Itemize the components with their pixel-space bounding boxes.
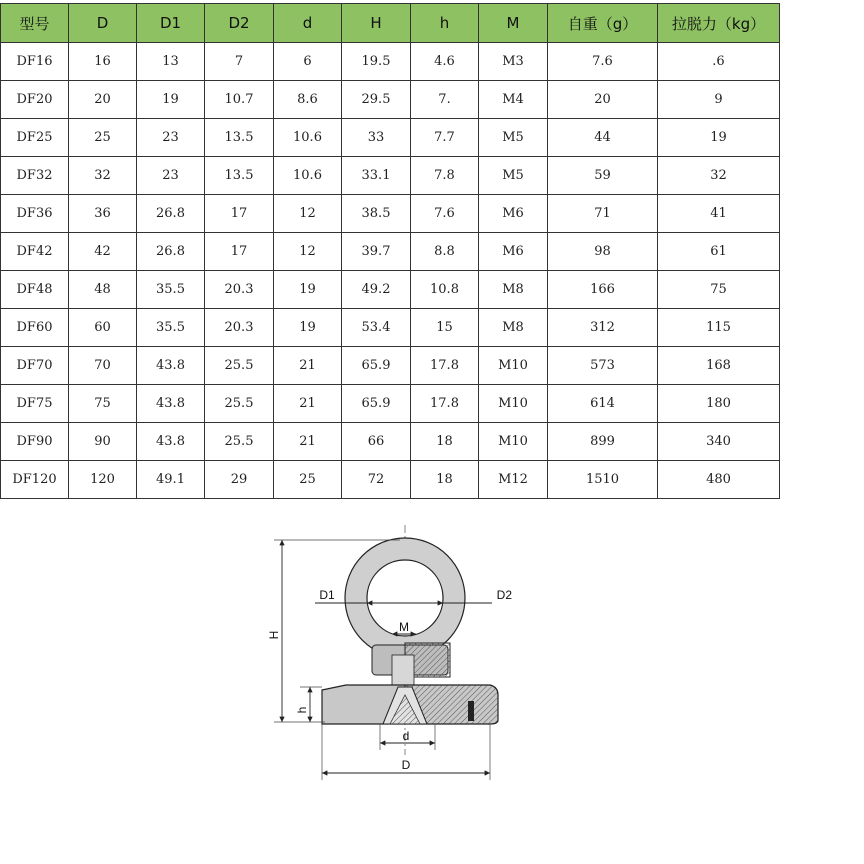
table-cell: 21	[274, 347, 342, 385]
label-h: h	[295, 706, 309, 714]
model-cell: DF70	[1, 347, 69, 385]
table-cell: 4.6	[411, 43, 479, 81]
column-header: D2	[205, 4, 274, 43]
table-cell: 13.5	[205, 157, 274, 195]
table-cell: M8	[479, 309, 548, 347]
spec-table	[0, 3, 780, 499]
table-cell: 61	[658, 233, 780, 271]
table-cell: 33	[342, 119, 411, 157]
table-cell: M3	[479, 43, 548, 81]
table-cell: 36	[69, 195, 137, 233]
table-cell: 13	[137, 43, 205, 81]
table-cell: 35.5	[137, 271, 205, 309]
table-cell: 168	[658, 347, 780, 385]
table-cell: 23	[137, 119, 205, 157]
table-cell: 44	[548, 119, 658, 157]
eye-ring	[345, 538, 465, 658]
table-cell: 17.8	[411, 385, 479, 423]
table-row	[1, 461, 780, 499]
model-cell: DF90	[1, 423, 69, 461]
table-cell: 39.7	[342, 233, 411, 271]
model-cell: DF20	[1, 81, 69, 119]
table-row	[1, 81, 780, 119]
table-header	[1, 4, 780, 43]
magnet-base	[322, 685, 498, 724]
table-cell: 71	[548, 195, 658, 233]
table-cell: 6	[274, 43, 342, 81]
table-cell: 65.9	[342, 385, 411, 423]
model-cell: DF120	[1, 461, 69, 499]
header-row	[1, 4, 780, 43]
table-cell: 7	[205, 43, 274, 81]
table-cell: 899	[548, 423, 658, 461]
table-cell: 21	[274, 385, 342, 423]
table-cell: 21	[274, 423, 342, 461]
column-header: M	[479, 4, 548, 43]
table-cell: 19	[658, 119, 780, 157]
table-cell: 7.8	[411, 157, 479, 195]
table-row	[1, 271, 780, 309]
table-row	[1, 423, 780, 461]
table-cell: M10	[479, 423, 548, 461]
table-cell: 573	[548, 347, 658, 385]
dimension-h	[295, 687, 322, 722]
table-cell: M4	[479, 81, 548, 119]
label-D: D	[401, 758, 411, 772]
table-cell: 65.9	[342, 347, 411, 385]
table-cell: 19	[274, 271, 342, 309]
model-cell: DF42	[1, 233, 69, 271]
table-row	[1, 309, 780, 347]
table-cell: M10	[479, 347, 548, 385]
table-cell: 340	[658, 423, 780, 461]
table-cell: 166	[548, 271, 658, 309]
table-cell: 49.1	[137, 461, 205, 499]
table-cell: 23	[137, 157, 205, 195]
table-cell: 614	[548, 385, 658, 423]
label-M: M	[399, 620, 409, 634]
table-row	[1, 385, 780, 423]
label-H: H	[267, 630, 281, 640]
table-cell: 25.5	[205, 423, 274, 461]
table-cell: M6	[479, 195, 548, 233]
table-cell: 10.7	[205, 81, 274, 119]
label-D1: D1	[319, 588, 335, 602]
table-cell: 12	[274, 195, 342, 233]
table-cell: 10.6	[274, 157, 342, 195]
table-cell: 20.3	[205, 271, 274, 309]
table-cell: 25	[274, 461, 342, 499]
table-cell: 43.8	[137, 423, 205, 461]
table-cell: 1510	[548, 461, 658, 499]
table-row	[1, 157, 780, 195]
table-cell: 8.6	[274, 81, 342, 119]
table-cell: 43.8	[137, 347, 205, 385]
table-row	[1, 233, 780, 271]
table-cell: 10.8	[411, 271, 479, 309]
table-cell: 25.5	[205, 347, 274, 385]
table-cell: 8.8	[411, 233, 479, 271]
model-cell: DF16	[1, 43, 69, 81]
table-cell: 7.7	[411, 119, 479, 157]
table-cell: 17	[205, 233, 274, 271]
table-cell: 7.6	[411, 195, 479, 233]
table-cell: 42	[69, 233, 137, 271]
table-cell: 75	[69, 385, 137, 423]
column-header: D	[69, 4, 137, 43]
table-row	[1, 43, 780, 81]
model-cell: DF36	[1, 195, 69, 233]
table-cell: 29.5	[342, 81, 411, 119]
column-header: d	[274, 4, 342, 43]
table-row	[1, 347, 780, 385]
table-row	[1, 119, 780, 157]
table-cell: 15	[411, 309, 479, 347]
table-cell: M5	[479, 119, 548, 157]
table-cell: 35.5	[137, 309, 205, 347]
table-cell: 49.2	[342, 271, 411, 309]
table-cell: 7.6	[548, 43, 658, 81]
table-cell: 25.5	[205, 385, 274, 423]
table-cell: 13.5	[205, 119, 274, 157]
table-cell: 98	[548, 233, 658, 271]
table-cell: 17	[205, 195, 274, 233]
table-cell: 41	[658, 195, 780, 233]
table-cell: 480	[658, 461, 780, 499]
table-cell: 43.8	[137, 385, 205, 423]
table-cell: M6	[479, 233, 548, 271]
eyebolt-diagram	[250, 515, 510, 790]
table-cell: 120	[69, 461, 137, 499]
model-cell: DF25	[1, 119, 69, 157]
table-cell: 16	[69, 43, 137, 81]
table-cell: 18	[411, 423, 479, 461]
table-body	[1, 43, 780, 499]
nut-body	[372, 643, 450, 687]
table-cell: .6	[658, 43, 780, 81]
table-cell: 59	[548, 157, 658, 195]
table-cell: 29	[205, 461, 274, 499]
table-cell: 20	[69, 81, 137, 119]
column-header: H	[342, 4, 411, 43]
table-cell: 90	[69, 423, 137, 461]
table-cell: 66	[342, 423, 411, 461]
label-d: d	[402, 729, 410, 743]
table-cell: 32	[69, 157, 137, 195]
table-cell: 10.6	[274, 119, 342, 157]
model-cell: DF32	[1, 157, 69, 195]
column-header: 拉脱力（kg）	[658, 4, 780, 43]
table-cell: 70	[69, 347, 137, 385]
table-cell: 75	[658, 271, 780, 309]
table-cell: 48	[69, 271, 137, 309]
table-cell: 19	[137, 81, 205, 119]
table-cell: 12	[274, 233, 342, 271]
model-cell: DF75	[1, 385, 69, 423]
column-header: 型号	[1, 4, 69, 43]
table-cell: 9	[658, 81, 780, 119]
column-header: h	[411, 4, 479, 43]
table-cell: 20.3	[205, 309, 274, 347]
table-cell: 26.8	[137, 195, 205, 233]
table-cell: 20	[548, 81, 658, 119]
table-cell: 180	[658, 385, 780, 423]
column-header: 自重（g）	[548, 4, 658, 43]
table-cell: M8	[479, 271, 548, 309]
table-cell: 19.5	[342, 43, 411, 81]
table-cell: 25	[69, 119, 137, 157]
table-cell: 19	[274, 309, 342, 347]
model-cell: DF60	[1, 309, 69, 347]
table-cell: M5	[479, 157, 548, 195]
table-cell: 60	[69, 309, 137, 347]
table-cell: 17.8	[411, 347, 479, 385]
table-cell: M12	[479, 461, 548, 499]
table-row	[1, 195, 780, 233]
model-cell: DF48	[1, 271, 69, 309]
table-cell: 38.5	[342, 195, 411, 233]
label-D2: D2	[496, 588, 512, 602]
dimension-d	[380, 724, 435, 750]
table-cell: 72	[342, 461, 411, 499]
table-cell: 32	[658, 157, 780, 195]
table-cell: M10	[479, 385, 548, 423]
table-cell: 7.	[411, 81, 479, 119]
table-cell: 26.8	[137, 233, 205, 271]
table-cell: 312	[548, 309, 658, 347]
table-cell: 53.4	[342, 309, 411, 347]
column-header: D1	[137, 4, 205, 43]
table-cell: 115	[658, 309, 780, 347]
table-cell: 18	[411, 461, 479, 499]
table-cell: 33.1	[342, 157, 411, 195]
